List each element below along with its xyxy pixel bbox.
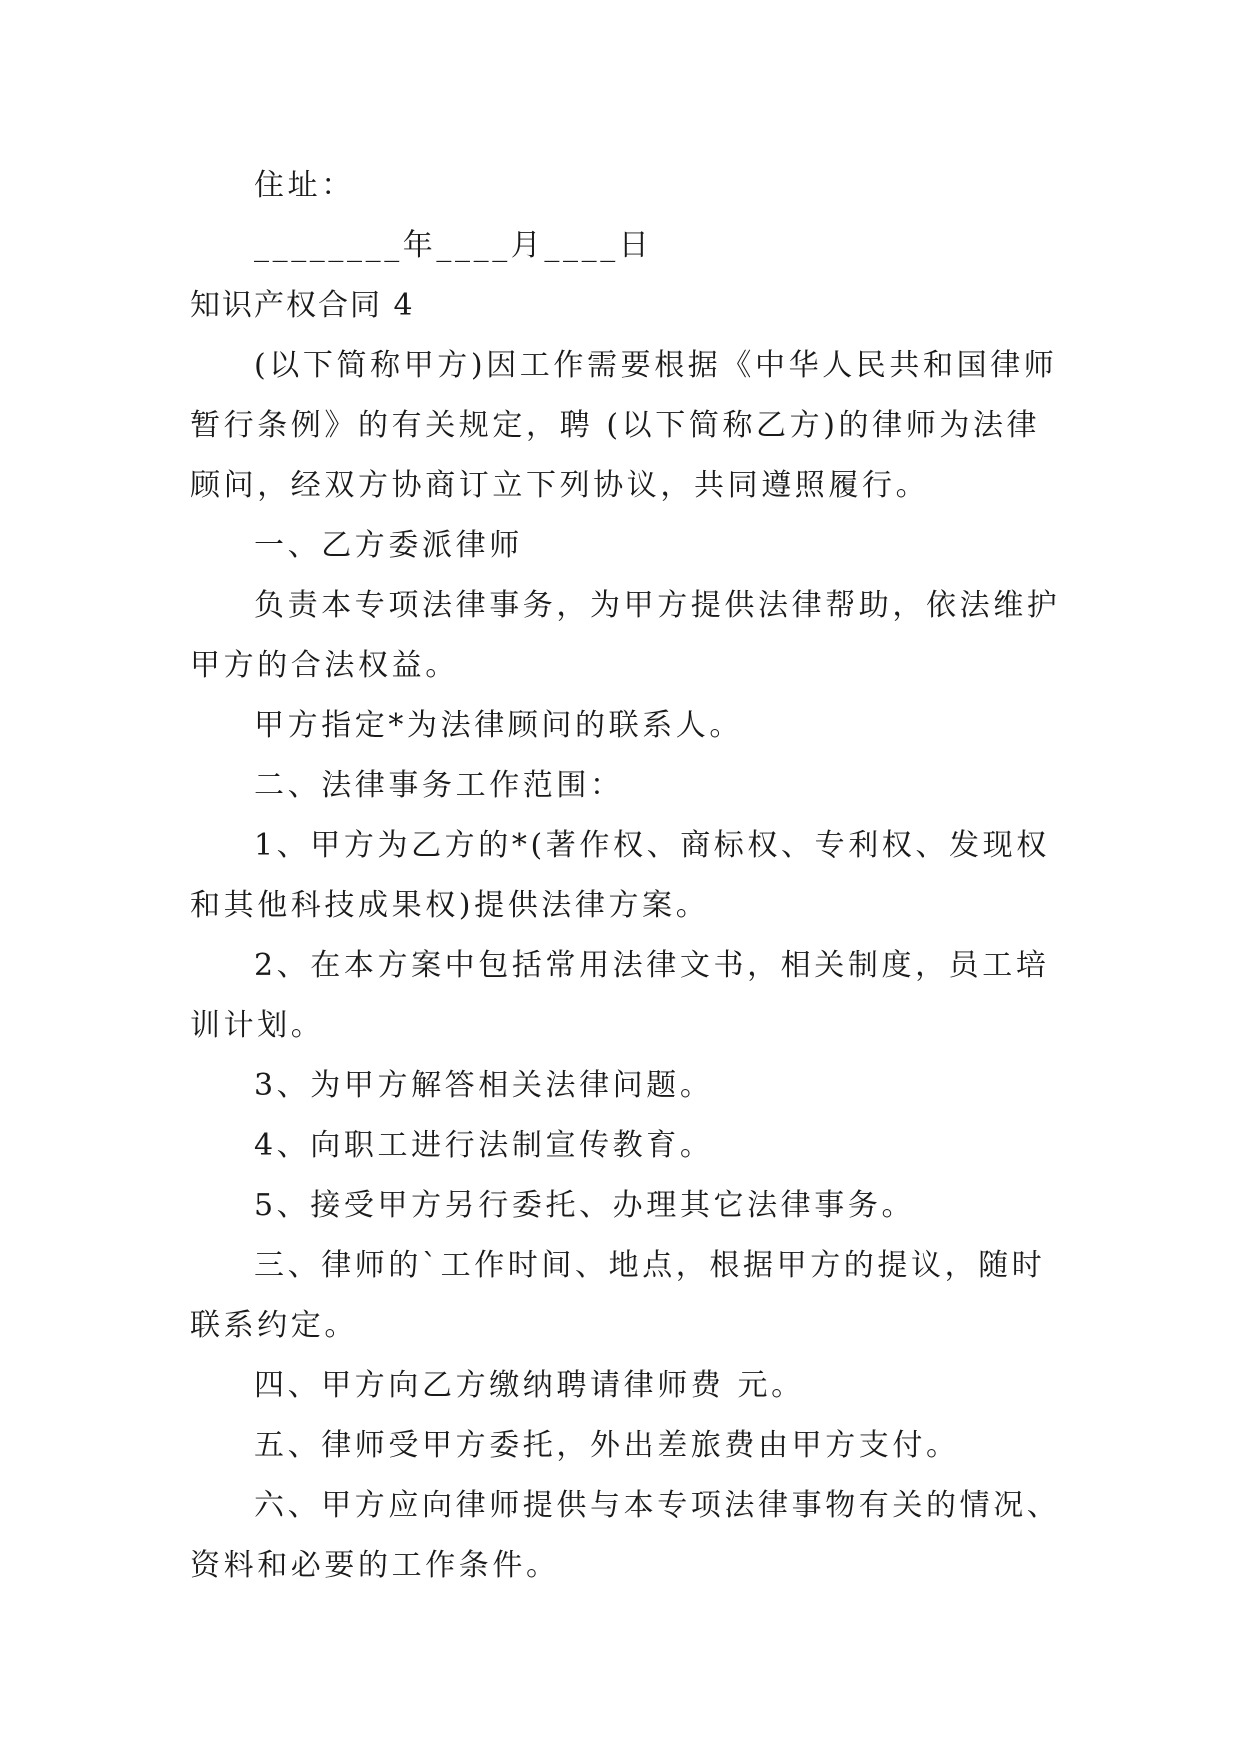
clause-6-line-2: 资料和必要的工作条件。 [190, 1548, 560, 1583]
intro-line-1: (以下简称甲方)因工作需要根据《中华人民共和国律师 [254, 348, 1058, 383]
section-title: 知识产权合同 4 [190, 288, 415, 323]
scope-item-3: 3、为甲方解答相关法律问题。 [254, 1068, 714, 1103]
clause-1-body-line-2: 甲方的合法权益。 [190, 648, 459, 683]
intro-line-2: 暂行条例》的有关规定，聘 (以下简称乙方)的律师为法律 [190, 408, 1041, 443]
clause-5: 五、律师受甲方委托，外出差旅费由甲方支付。 [254, 1428, 960, 1463]
scope-item-1-line-2: 和其他科技成果权)提供法律方案。 [190, 888, 710, 923]
clause-1-contact: 甲方指定*为法律顾问的联系人。 [254, 708, 743, 743]
intro-line-3: 顾问，经双方协商订立下列协议，共同遵照履行。 [190, 468, 930, 503]
clause-3-line-1: 三、律师的`工作时间、地点，根据甲方的提议，随时 [254, 1248, 1046, 1283]
scope-item-4: 4、向职工进行法制宣传教育。 [254, 1128, 714, 1163]
clause-1-body-line-1: 负责本专项法律事务，为甲方提供法律帮助，依法维护 [254, 588, 1061, 623]
address-label: 住址： [254, 168, 355, 203]
clause-2-heading: 二、法律事务工作范围： [254, 768, 624, 803]
clause-3-line-2: 联系约定。 [190, 1308, 358, 1343]
scope-item-1-line-1: 1、甲方为乙方的*(著作权、商标权、专利权、发现权 [254, 828, 1050, 863]
scope-item-2-line-2: 训计划。 [190, 1008, 325, 1043]
date-line: ________年____月____日 [254, 228, 653, 263]
scope-item-5: 5、接受甲方另行委托、办理其它法律事务。 [254, 1188, 916, 1223]
clause-6-line-1: 六、甲方应向律师提供与本专项法律事物有关的情况、 [254, 1488, 1061, 1523]
clause-1-heading: 一、乙方委派律师 [254, 528, 523, 563]
clause-4: 四、甲方向乙方缴纳聘请律师费 元。 [254, 1368, 805, 1403]
scope-item-2-line-1: 2、在本方案中包括常用法律文书，相关制度，员工培 [254, 948, 1050, 983]
